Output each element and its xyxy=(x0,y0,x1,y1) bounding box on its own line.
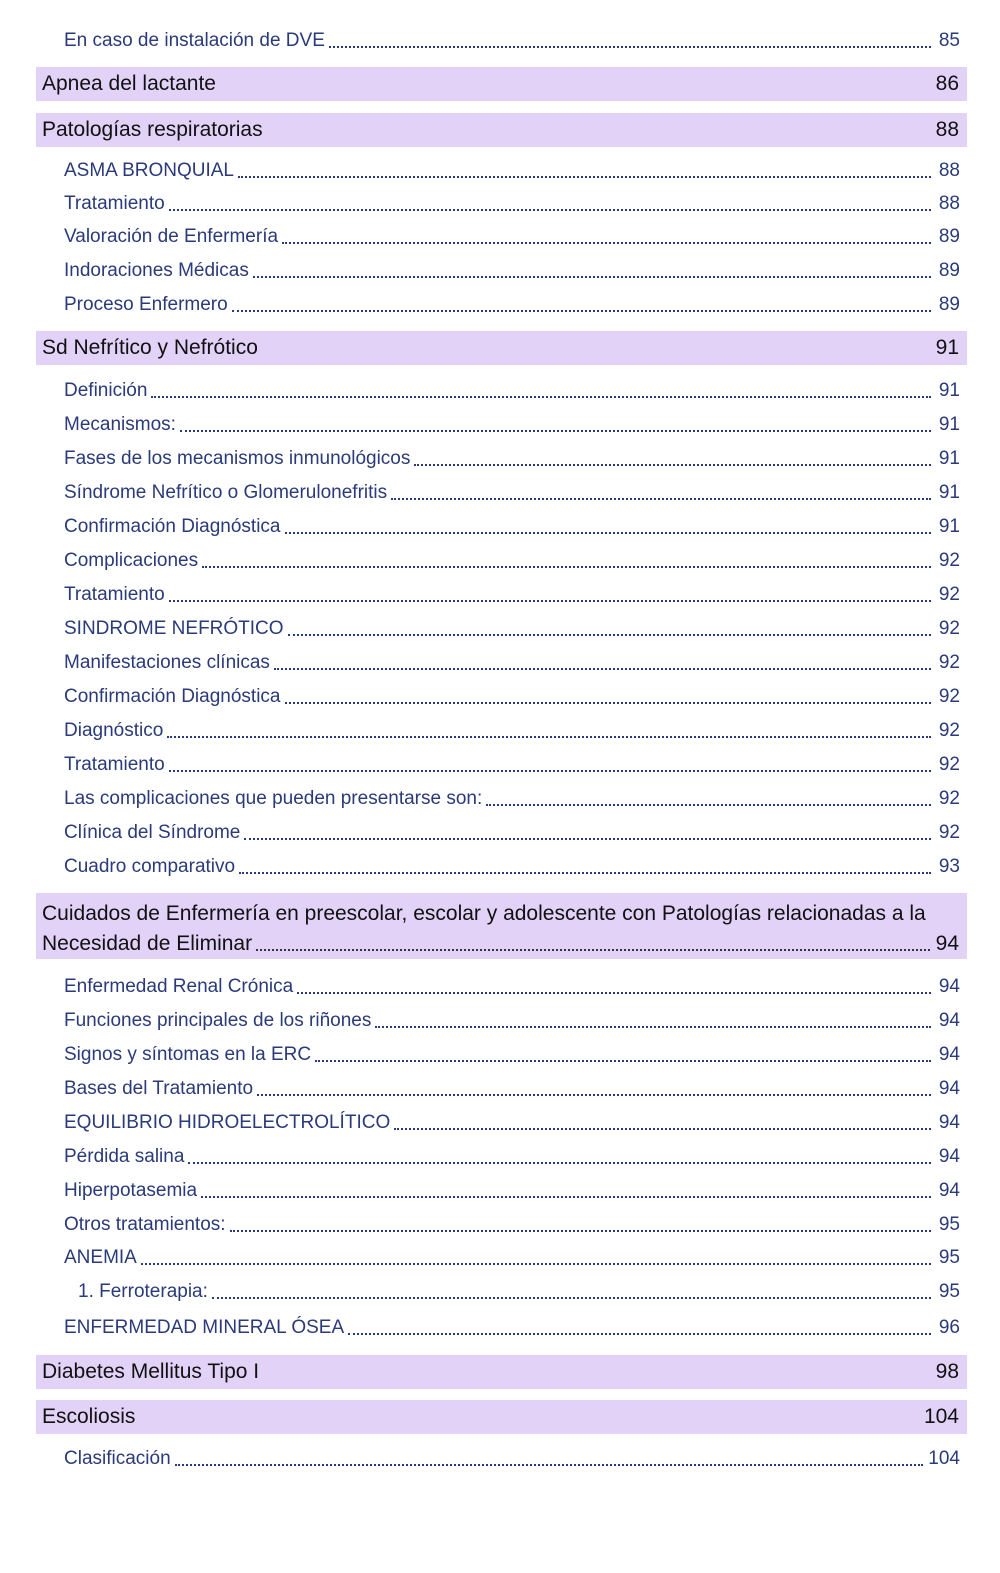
dot-leader xyxy=(212,1297,931,1299)
dot-leader xyxy=(394,1128,931,1130)
toc-page-number: 95 xyxy=(938,1281,960,1302)
dot-leader xyxy=(201,1196,931,1198)
toc-entry[interactable] xyxy=(64,220,960,250)
toc-page-number: 93 xyxy=(938,856,960,877)
dot-leader xyxy=(169,209,931,211)
toc-entry[interactable] xyxy=(64,442,960,472)
toc-entry-title: Complicaciones xyxy=(64,550,199,571)
dot-leader xyxy=(297,992,931,994)
toc-page-number: 92 xyxy=(938,754,960,775)
toc-entry-title: Indoraciones Médicas xyxy=(64,260,249,281)
toc-section-heading[interactable] xyxy=(36,893,967,959)
toc-entry[interactable] xyxy=(64,970,960,1000)
toc-page-number: 92 xyxy=(938,584,960,605)
dot-leader xyxy=(141,1263,931,1265)
toc-entry-title: Mecanismos: xyxy=(64,414,176,435)
dot-leader xyxy=(315,1060,931,1062)
toc-entry[interactable] xyxy=(78,1275,960,1305)
toc-entry-title: Definición xyxy=(64,380,148,401)
toc-page-number: 88 xyxy=(938,160,960,181)
toc-entry-title: Diagnóstico xyxy=(64,720,164,741)
toc-entry[interactable] xyxy=(64,612,960,642)
dot-leader xyxy=(188,1162,931,1164)
toc-page-number: 94 xyxy=(938,1078,960,1099)
toc-entry-title: Clínica del Síndrome xyxy=(64,822,241,843)
toc-heading-title: Apnea del lactante xyxy=(42,72,216,95)
dot-leader xyxy=(175,1464,924,1466)
dot-leader xyxy=(288,634,931,636)
toc-entry[interactable] xyxy=(64,544,960,574)
dot-leader xyxy=(151,396,931,398)
toc-entry-title: EQUILIBRIO HIDROELECTROLÍTICO xyxy=(64,1112,391,1133)
toc-entry[interactable] xyxy=(64,680,960,710)
toc-entry[interactable] xyxy=(64,1174,960,1204)
toc-entry-title: Otros tratamientos: xyxy=(64,1214,226,1235)
toc-entry[interactable] xyxy=(64,374,960,404)
toc-section-heading[interactable] xyxy=(36,1400,967,1434)
toc-entry-title: Clasificación xyxy=(64,1448,171,1469)
toc-entry-title: ANEMIA xyxy=(64,1247,137,1268)
toc-page-number: 94 xyxy=(938,1146,960,1167)
toc-page-number: 92 xyxy=(938,720,960,741)
toc-entry[interactable] xyxy=(64,1442,960,1472)
dot-leader xyxy=(282,242,931,244)
toc-entry[interactable] xyxy=(64,476,960,506)
toc-entry-title: Funciones principales de los riñones xyxy=(64,1010,372,1031)
dot-leader xyxy=(256,949,930,951)
toc-entry[interactable] xyxy=(64,154,960,184)
toc-entry-title: Bases del Tratamiento xyxy=(64,1078,254,1099)
toc-entry-title: Confirmación Diagnóstica xyxy=(64,686,281,707)
dot-leader xyxy=(167,736,931,738)
dot-leader xyxy=(414,464,931,466)
toc-entry[interactable] xyxy=(64,24,960,54)
toc-entry-title: Tratamiento xyxy=(64,584,165,605)
toc-section-heading[interactable] xyxy=(36,113,967,147)
toc-entry-title: Cuadro comparativo xyxy=(64,856,236,877)
dot-leader xyxy=(329,46,931,48)
dot-leader xyxy=(238,176,931,178)
dot-leader xyxy=(239,872,931,874)
toc-page-number: 92 xyxy=(938,652,960,673)
toc-page-number: 89 xyxy=(938,226,960,247)
dot-leader xyxy=(257,1094,931,1096)
toc-heading-title: Escoliosis xyxy=(42,1405,136,1428)
toc-page-number: 94 xyxy=(938,1010,960,1031)
toc-page-number: 94 xyxy=(938,1180,960,1201)
toc-entry[interactable] xyxy=(64,510,960,540)
toc-entry[interactable] xyxy=(64,1038,960,1068)
toc-page-number: 104 xyxy=(928,1448,960,1469)
toc-entry[interactable] xyxy=(64,1004,960,1034)
toc-page-number: 98 xyxy=(935,1360,959,1383)
toc-page-number: 95 xyxy=(938,1247,960,1268)
toc-entry[interactable] xyxy=(64,1106,960,1136)
toc-section-heading[interactable] xyxy=(36,67,967,101)
toc-page-number: 86 xyxy=(935,72,959,95)
dot-leader xyxy=(375,1026,931,1028)
toc-page-number: 92 xyxy=(938,788,960,809)
toc-entry-title: ENFERMEDAD MINERAL ÓSEA xyxy=(64,1317,345,1338)
toc-page-number: 88 xyxy=(938,193,960,214)
toc-page-number: 94 xyxy=(938,1112,960,1133)
toc-page-number: 94 xyxy=(935,932,959,955)
dot-leader xyxy=(285,702,932,704)
toc-page-number: 94 xyxy=(938,1044,960,1065)
toc-page-number: 91 xyxy=(938,380,960,401)
toc-entry-title: Tratamiento xyxy=(64,193,165,214)
toc-entry-title: Proceso Enfermero xyxy=(64,294,228,315)
toc-entry[interactable] xyxy=(64,782,960,812)
dot-leader xyxy=(391,498,931,500)
toc-entry[interactable] xyxy=(64,288,960,318)
toc-entry-title: SINDROME NEFRÓTICO xyxy=(64,618,284,639)
toc-page-number: 91 xyxy=(938,414,960,435)
dot-leader xyxy=(244,838,931,840)
toc-heading-title: Diabetes Mellitus Tipo I xyxy=(42,1360,260,1383)
toc-entry-title: Tratamiento xyxy=(64,754,165,775)
dot-leader xyxy=(180,430,931,432)
toc-entry[interactable] xyxy=(64,714,960,744)
toc-section-heading[interactable] xyxy=(36,1355,967,1389)
toc-page-number: 92 xyxy=(938,618,960,639)
toc-entry[interactable] xyxy=(64,850,960,880)
toc-page-number: 91 xyxy=(938,516,960,537)
toc-page-number: 89 xyxy=(938,260,960,281)
toc-entry[interactable] xyxy=(64,1241,960,1271)
dot-leader xyxy=(169,770,931,772)
dot-leader xyxy=(274,668,931,670)
dot-leader xyxy=(253,276,931,278)
toc-heading-title: Patologías respiratorias xyxy=(42,118,263,141)
toc-entry[interactable] xyxy=(64,254,960,284)
toc-page-number: 95 xyxy=(938,1214,960,1235)
dot-leader xyxy=(232,310,931,312)
dot-leader xyxy=(486,804,931,806)
toc-entry[interactable] xyxy=(64,748,960,778)
toc-entry-title: Valoración de Enfermería xyxy=(64,226,279,247)
toc-entry[interactable] xyxy=(64,578,960,608)
toc-page-number: 104 xyxy=(923,1405,959,1428)
toc-page-number: 92 xyxy=(938,550,960,571)
toc-entry-title: 1. Ferroterapia: xyxy=(78,1281,208,1302)
toc-page-number: 96 xyxy=(938,1317,960,1338)
toc-heading-title-continued: Necesidad de Eliminar xyxy=(42,932,253,955)
toc-heading-title: Cuidados de Enfermería en preescolar, escolar y adolescente con Patologías relacionadas a la xyxy=(42,902,926,925)
dot-leader xyxy=(169,600,931,602)
toc-entry-title: Hiperpotasemia xyxy=(64,1180,198,1201)
toc-page-number: 92 xyxy=(938,686,960,707)
toc-entry-title: Pérdida salina xyxy=(64,1146,185,1167)
toc-entry[interactable] xyxy=(64,187,960,217)
toc-entry[interactable] xyxy=(64,1140,960,1170)
toc-entry-title: Manifestaciones clínicas xyxy=(64,652,270,673)
toc-entry[interactable] xyxy=(64,816,960,846)
toc-entry-title: Enfermedad Renal Crónica xyxy=(64,976,294,997)
toc-page-number: 94 xyxy=(938,976,960,997)
toc-page-number: 91 xyxy=(938,482,960,503)
dot-leader xyxy=(348,1333,931,1335)
dot-leader xyxy=(202,566,931,568)
toc-heading-title: Sd Nefrítico y Nefrótico xyxy=(42,336,258,359)
toc-page-number: 91 xyxy=(935,336,959,359)
toc-page-number: 85 xyxy=(938,30,960,51)
toc-entry-title: Síndrome Nefrítico o Glomerulonefritis xyxy=(64,482,388,503)
toc-entry-title: En caso de instalación de DVE xyxy=(64,30,325,51)
toc-entry[interactable] xyxy=(64,1072,960,1102)
toc-entry-title: ASMA BRONQUIAL xyxy=(64,160,234,181)
dot-leader xyxy=(285,532,932,534)
toc-entry[interactable] xyxy=(64,1311,960,1341)
toc-entry-title: Las complicaciones que pueden presentarse son: xyxy=(64,788,483,809)
toc-entry-title: Fases de los mecanismos inmunológicos xyxy=(64,448,411,469)
toc-entry[interactable] xyxy=(64,1208,960,1238)
dot-leader xyxy=(230,1230,931,1232)
toc-page-number: 89 xyxy=(938,294,960,315)
toc-entry-title: Confirmación Diagnóstica xyxy=(64,516,281,537)
toc-page-number: 92 xyxy=(938,822,960,843)
toc-entry-title: Signos y síntomas en la ERC xyxy=(64,1044,312,1065)
toc-page-number: 91 xyxy=(938,448,960,469)
toc-entry[interactable] xyxy=(64,408,960,438)
toc-page-number: 88 xyxy=(935,118,959,141)
toc-section-heading[interactable] xyxy=(36,331,967,365)
toc-entry[interactable] xyxy=(64,646,960,676)
